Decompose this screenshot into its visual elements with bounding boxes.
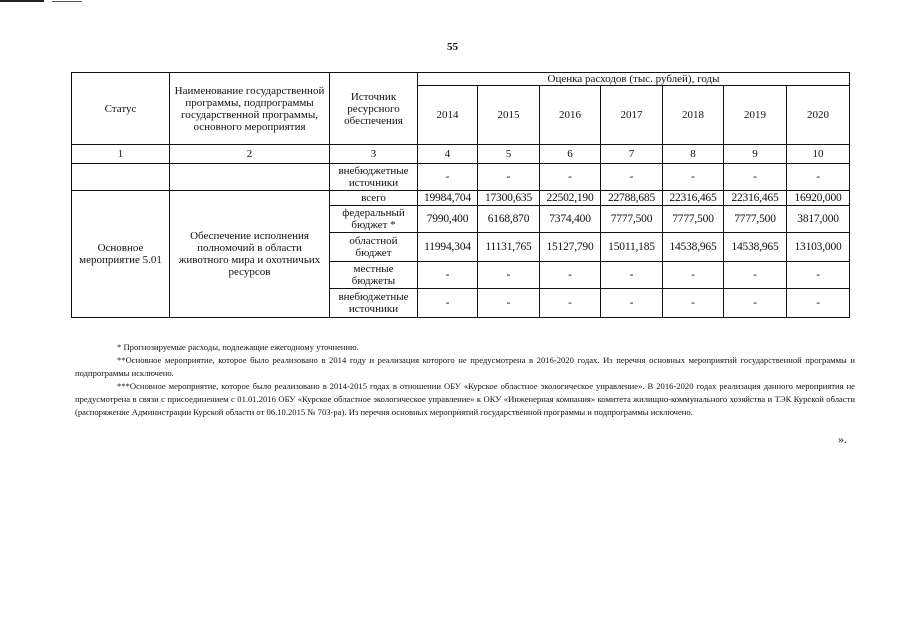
column-number: 2 [170, 145, 330, 164]
source-cell: областной бюджет [330, 233, 418, 262]
value-cell: - [663, 289, 724, 318]
value-cell: - [724, 164, 787, 191]
header-year: 2016 [540, 86, 601, 145]
header-year: 2014 [418, 86, 478, 145]
value-cell: 7990,400 [418, 206, 478, 233]
value-cell: 22316,465 [663, 191, 724, 206]
column-number: 6 [540, 145, 601, 164]
footnote: * Прогнозируемые расходы, подлежащие ежегодному уточнению. [117, 342, 359, 352]
column-number: 9 [724, 145, 787, 164]
header-year: 2015 [478, 86, 540, 145]
empty-name-cell [170, 164, 330, 191]
footnote: **Основное мероприятие, которое было реализовано в 2014 году и реализация которого не предусмотрена в 2016-2020 годах. Из перечня основных мероприятий государственной программы и подпрограммы исключено. [75, 355, 855, 378]
footnotes [75, 341, 855, 419]
column-number: 3 [330, 145, 418, 164]
value-cell: 15011,185 [601, 233, 663, 262]
empty-status-cell [72, 164, 170, 191]
header-status: Статус [72, 73, 170, 145]
header-year: 2017 [601, 86, 663, 145]
value-cell: - [787, 164, 850, 191]
source-cell: внебюджетные источники [330, 164, 418, 191]
header-year: 2018 [663, 86, 724, 145]
column-number: 10 [787, 145, 850, 164]
column-number: 8 [663, 145, 724, 164]
value-cell: - [478, 262, 540, 289]
header-name: Наименование государственной программы, подпрограммы государственной программы, основного мероприятия [170, 73, 330, 145]
value-cell: - [724, 262, 787, 289]
value-cell: - [418, 289, 478, 318]
value-cell: - [418, 164, 478, 191]
value-cell: 11994,304 [418, 233, 478, 262]
value-cell: - [478, 164, 540, 191]
source-cell: внебюджетные источники [330, 289, 418, 318]
footnote: ***Основное мероприятие, которое было реализовано в 2014-2015 годах в отношении ОБУ «Курское областное экологическое управление». В 2016-2020 годах реализация данного мероприятия не предусмотрена в связи с присоединением с 01.01.2016 ОБУ «Курское областное экологическое управление» к ОКУ «Инженерная компания» комитета жилищно-коммунального хозяйства и ТЭК Курской области (распоряжение Администрации Курской области от 06.10.2015 № 703-ра). Из перечня основных мероприятий государственной программы и подпрограммы исключено. [75, 381, 855, 417]
value-cell: 14538,965 [663, 233, 724, 262]
value-cell: 7777,500 [663, 206, 724, 233]
value-cell: - [540, 164, 601, 191]
value-cell: - [724, 289, 787, 318]
header-estimate: Оценка расходов (тыс. рублей), годы [418, 73, 850, 86]
value-cell: 19984,704 [418, 191, 478, 206]
value-cell: - [663, 164, 724, 191]
value-cell: - [663, 262, 724, 289]
activity-status: Основное мероприятие 5.01 [72, 191, 170, 318]
value-cell: - [601, 289, 663, 318]
source-cell: федеральный бюджет * [330, 206, 418, 233]
value-cell: - [540, 262, 601, 289]
value-cell: - [601, 164, 663, 191]
header-source: Источник ресурсного обеспечения [330, 73, 418, 145]
scan-artifact-line [52, 1, 82, 2]
activity-name: Обеспечение исполнения полномочий в области животного мира и охотничьих ресурсов [170, 191, 330, 318]
value-cell: 22788,685 [601, 191, 663, 206]
value-cell: 3817,000 [787, 206, 850, 233]
column-number: 5 [478, 145, 540, 164]
column-number: 7 [601, 145, 663, 164]
source-cell: местные бюджеты [330, 262, 418, 289]
closing-quote-mark: ». [838, 432, 847, 446]
page-number: 55 [447, 41, 458, 53]
value-cell: 22316,465 [724, 191, 787, 206]
value-cell: 13103,000 [787, 233, 850, 262]
value-cell: - [787, 262, 850, 289]
value-cell: 16920,000 [787, 191, 850, 206]
value-cell: - [478, 289, 540, 318]
value-cell: 14538,965 [724, 233, 787, 262]
source-cell: всего [330, 191, 418, 206]
value-cell: - [540, 289, 601, 318]
value-cell: - [418, 262, 478, 289]
value-cell: 7777,500 [724, 206, 787, 233]
value-cell: - [787, 289, 850, 318]
header-year: 2019 [724, 86, 787, 145]
value-cell: 7777,500 [601, 206, 663, 233]
column-number: 4 [418, 145, 478, 164]
value-cell: 15127,790 [540, 233, 601, 262]
value-cell: 11131,765 [478, 233, 540, 262]
value-cell: 17300,635 [478, 191, 540, 206]
scan-artifact-line [0, 0, 44, 2]
value-cell: - [601, 262, 663, 289]
header-year: 2020 [787, 86, 850, 145]
resource-table [71, 72, 850, 318]
value-cell: 22502,190 [540, 191, 601, 206]
value-cell: 7374,400 [540, 206, 601, 233]
column-number: 1 [72, 145, 170, 164]
value-cell: 6168,870 [478, 206, 540, 233]
